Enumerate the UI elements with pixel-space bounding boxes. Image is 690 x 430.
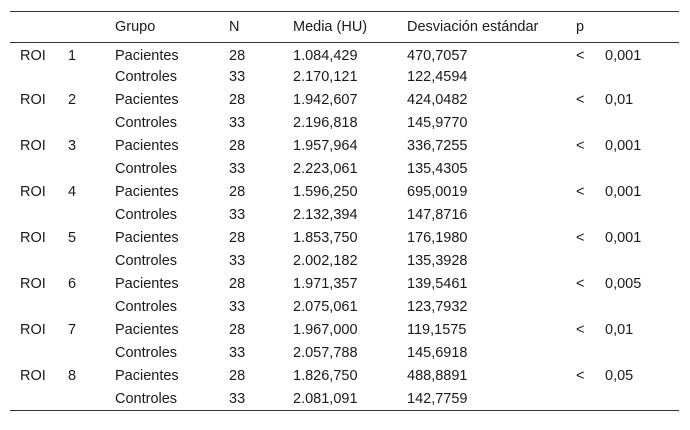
desviacion-cell: 336,7255 bbox=[407, 138, 468, 154]
media-cell: 2.132,394 bbox=[293, 207, 358, 223]
n-cell: 33 bbox=[229, 299, 246, 315]
roi-cell: ROI bbox=[20, 184, 46, 200]
n-cell: 28 bbox=[229, 184, 246, 200]
grupo-cell: Controles bbox=[115, 207, 178, 223]
roi-number-cell bbox=[68, 250, 115, 273]
less-than-cell: < bbox=[576, 276, 585, 292]
header-num bbox=[68, 12, 115, 43]
roi-number-cell: 4 bbox=[68, 184, 77, 200]
roi-cell bbox=[10, 342, 68, 365]
less-than-cell bbox=[576, 388, 605, 411]
table-header bbox=[10, 12, 679, 43]
media-cell: 2.196,818 bbox=[293, 115, 358, 131]
media-cell: 2.002,182 bbox=[293, 253, 358, 269]
n-cell: 28 bbox=[229, 138, 246, 154]
table-row bbox=[10, 319, 679, 342]
grupo-cell: Controles bbox=[115, 390, 178, 407]
media-cell: 1.957,964 bbox=[293, 138, 358, 154]
media-cell: 1.826,750 bbox=[293, 368, 358, 384]
p-value-cell: 0,001 bbox=[605, 230, 642, 246]
table-row bbox=[10, 158, 679, 181]
n-cell: 28 bbox=[229, 92, 246, 108]
less-than-cell: < bbox=[576, 322, 585, 338]
media-cell: 1.596,250 bbox=[293, 184, 358, 200]
roi-number-cell: 5 bbox=[68, 230, 77, 246]
grupo-cell: Controles bbox=[115, 253, 178, 269]
less-than-cell bbox=[576, 250, 605, 273]
p-value-cell: 0,001 bbox=[605, 184, 642, 200]
table-row bbox=[10, 66, 679, 89]
grupo-cell: Pacientes bbox=[115, 48, 179, 65]
table-row bbox=[10, 342, 679, 365]
table-body bbox=[10, 43, 679, 411]
n-cell: 33 bbox=[229, 69, 246, 85]
desviacion-cell: 424,0482 bbox=[407, 92, 468, 108]
header-row bbox=[10, 12, 679, 43]
grupo-cell: Controles bbox=[115, 69, 178, 85]
roi-cell: ROI bbox=[20, 92, 46, 108]
grupo-cell: Pacientes bbox=[115, 368, 179, 384]
grupo-cell: Controles bbox=[115, 345, 178, 361]
table-row bbox=[10, 135, 679, 158]
grupo-cell: Controles bbox=[115, 161, 178, 177]
desviacion-cell: 145,9770 bbox=[407, 115, 468, 131]
media-cell: 2.057,788 bbox=[293, 345, 358, 361]
roi-cell bbox=[10, 204, 68, 227]
roi-cell: ROI bbox=[20, 230, 46, 246]
less-than-cell: < bbox=[576, 368, 585, 384]
p-value-cell: 0,001 bbox=[605, 48, 642, 65]
roi-number-cell: 1 bbox=[68, 48, 77, 65]
roi-cell bbox=[10, 112, 68, 135]
header-p-value bbox=[605, 12, 679, 43]
p-value-cell: 0,01 bbox=[605, 92, 634, 108]
desviacion-cell: 176,1980 bbox=[407, 230, 468, 246]
p-value-cell bbox=[605, 158, 679, 181]
roi-cell bbox=[10, 296, 68, 319]
roi-number-cell bbox=[68, 204, 115, 227]
n-cell: 33 bbox=[229, 345, 246, 361]
roi-cell: ROI bbox=[20, 368, 46, 384]
less-than-cell: < bbox=[576, 184, 585, 200]
roi-number-cell bbox=[68, 66, 115, 89]
p-value-cell: 0,005 bbox=[605, 276, 642, 292]
roi-number-cell bbox=[68, 158, 115, 181]
roi-cell bbox=[10, 158, 68, 181]
media-cell: 2.170,121 bbox=[293, 69, 358, 85]
desviacion-cell: 470,7057 bbox=[407, 48, 468, 65]
p-value-cell bbox=[605, 66, 679, 89]
roi-number-cell bbox=[68, 112, 115, 135]
grupo-cell: Pacientes bbox=[115, 92, 179, 108]
n-cell: 28 bbox=[229, 230, 246, 246]
header-desviacion: Desviación estándar bbox=[407, 19, 539, 35]
grupo-cell: Pacientes bbox=[115, 138, 179, 154]
p-value-cell bbox=[605, 204, 679, 227]
less-than-cell: < bbox=[576, 92, 585, 108]
roi-number-cell: 3 bbox=[68, 138, 77, 154]
results-table-container bbox=[10, 11, 679, 411]
table-row bbox=[10, 388, 679, 411]
results-table bbox=[10, 11, 679, 411]
desviacion-cell: 488,8891 bbox=[407, 368, 468, 384]
roi-cell bbox=[10, 250, 68, 273]
desviacion-cell: 123,7932 bbox=[407, 299, 468, 315]
p-value-cell bbox=[605, 250, 679, 273]
table-row bbox=[10, 181, 679, 204]
grupo-cell: Controles bbox=[115, 299, 178, 315]
table-row bbox=[10, 227, 679, 250]
less-than-cell bbox=[576, 204, 605, 227]
n-cell: 28 bbox=[229, 368, 246, 384]
n-cell: 33 bbox=[229, 115, 246, 131]
desviacion-cell: 135,4305 bbox=[407, 161, 468, 177]
p-value-cell bbox=[605, 296, 679, 319]
roi-number-cell bbox=[68, 296, 115, 319]
roi-number-cell bbox=[68, 388, 115, 411]
less-than-cell bbox=[576, 158, 605, 181]
less-than-cell bbox=[576, 342, 605, 365]
p-value-cell bbox=[605, 342, 679, 365]
less-than-cell bbox=[576, 66, 605, 89]
n-cell: 28 bbox=[229, 276, 246, 292]
less-than-cell bbox=[576, 296, 605, 319]
table-row bbox=[10, 112, 679, 135]
header-media: Media (HU) bbox=[293, 19, 368, 35]
roi-cell: ROI bbox=[20, 48, 46, 65]
roi-cell: ROI bbox=[20, 138, 46, 154]
desviacion-cell: 142,7759 bbox=[407, 390, 468, 407]
n-cell: 33 bbox=[229, 207, 246, 223]
desviacion-cell: 119,1575 bbox=[407, 322, 467, 338]
desviacion-cell: 135,3928 bbox=[407, 253, 468, 269]
less-than-cell: < bbox=[576, 138, 585, 154]
grupo-cell: Pacientes bbox=[115, 230, 179, 246]
roi-number-cell: 6 bbox=[68, 276, 77, 292]
header-grupo: Grupo bbox=[115, 19, 156, 35]
p-value-cell bbox=[605, 388, 679, 411]
roi-cell bbox=[10, 388, 68, 411]
grupo-cell: Pacientes bbox=[115, 184, 179, 200]
roi-number-cell bbox=[68, 342, 115, 365]
less-than-cell: < bbox=[576, 230, 585, 246]
grupo-cell: Pacientes bbox=[115, 322, 179, 338]
table-row bbox=[10, 89, 679, 112]
media-cell: 1.967,000 bbox=[293, 322, 358, 338]
table-row bbox=[10, 273, 679, 296]
desviacion-cell: 122,4594 bbox=[407, 69, 468, 85]
header-n: N bbox=[229, 19, 240, 35]
media-cell: 1.853,750 bbox=[293, 230, 358, 246]
media-cell: 1.942,607 bbox=[293, 92, 358, 108]
roi-cell bbox=[10, 66, 68, 89]
p-value-cell: 0,05 bbox=[605, 368, 634, 384]
desviacion-cell: 145,6918 bbox=[407, 345, 468, 361]
media-cell: 2.081,091 bbox=[293, 390, 358, 407]
table-row bbox=[10, 296, 679, 319]
desviacion-cell: 695,0019 bbox=[407, 184, 468, 200]
roi-number-cell: 7 bbox=[68, 322, 77, 338]
roi-number-cell: 2 bbox=[68, 92, 77, 108]
n-cell: 28 bbox=[229, 48, 246, 65]
n-cell: 33 bbox=[229, 253, 246, 269]
table-row bbox=[10, 250, 679, 273]
roi-cell: ROI bbox=[20, 276, 46, 292]
p-value-cell: 0,01 bbox=[605, 322, 634, 338]
grupo-cell: Controles bbox=[115, 115, 178, 131]
desviacion-cell: 139,5461 bbox=[407, 276, 468, 292]
less-than-cell: < bbox=[576, 48, 585, 65]
grupo-cell: Pacientes bbox=[115, 276, 179, 292]
desviacion-cell: 147,8716 bbox=[407, 207, 468, 223]
n-cell: 28 bbox=[229, 322, 246, 338]
n-cell: 33 bbox=[229, 161, 246, 177]
header-p: p bbox=[576, 19, 585, 35]
table-row bbox=[10, 43, 679, 66]
header-roi bbox=[10, 12, 68, 43]
table-row bbox=[10, 204, 679, 227]
less-than-cell bbox=[576, 112, 605, 135]
media-cell: 1.084,429 bbox=[293, 48, 358, 65]
roi-number-cell: 8 bbox=[68, 368, 77, 384]
media-cell: 1.971,357 bbox=[293, 276, 358, 292]
n-cell: 33 bbox=[229, 390, 246, 407]
media-cell: 2.223,061 bbox=[293, 161, 358, 177]
p-value-cell: 0,001 bbox=[605, 138, 642, 154]
p-value-cell bbox=[605, 112, 679, 135]
media-cell: 2.075,061 bbox=[293, 299, 358, 315]
roi-cell: ROI bbox=[20, 322, 46, 338]
table-row bbox=[10, 365, 679, 388]
